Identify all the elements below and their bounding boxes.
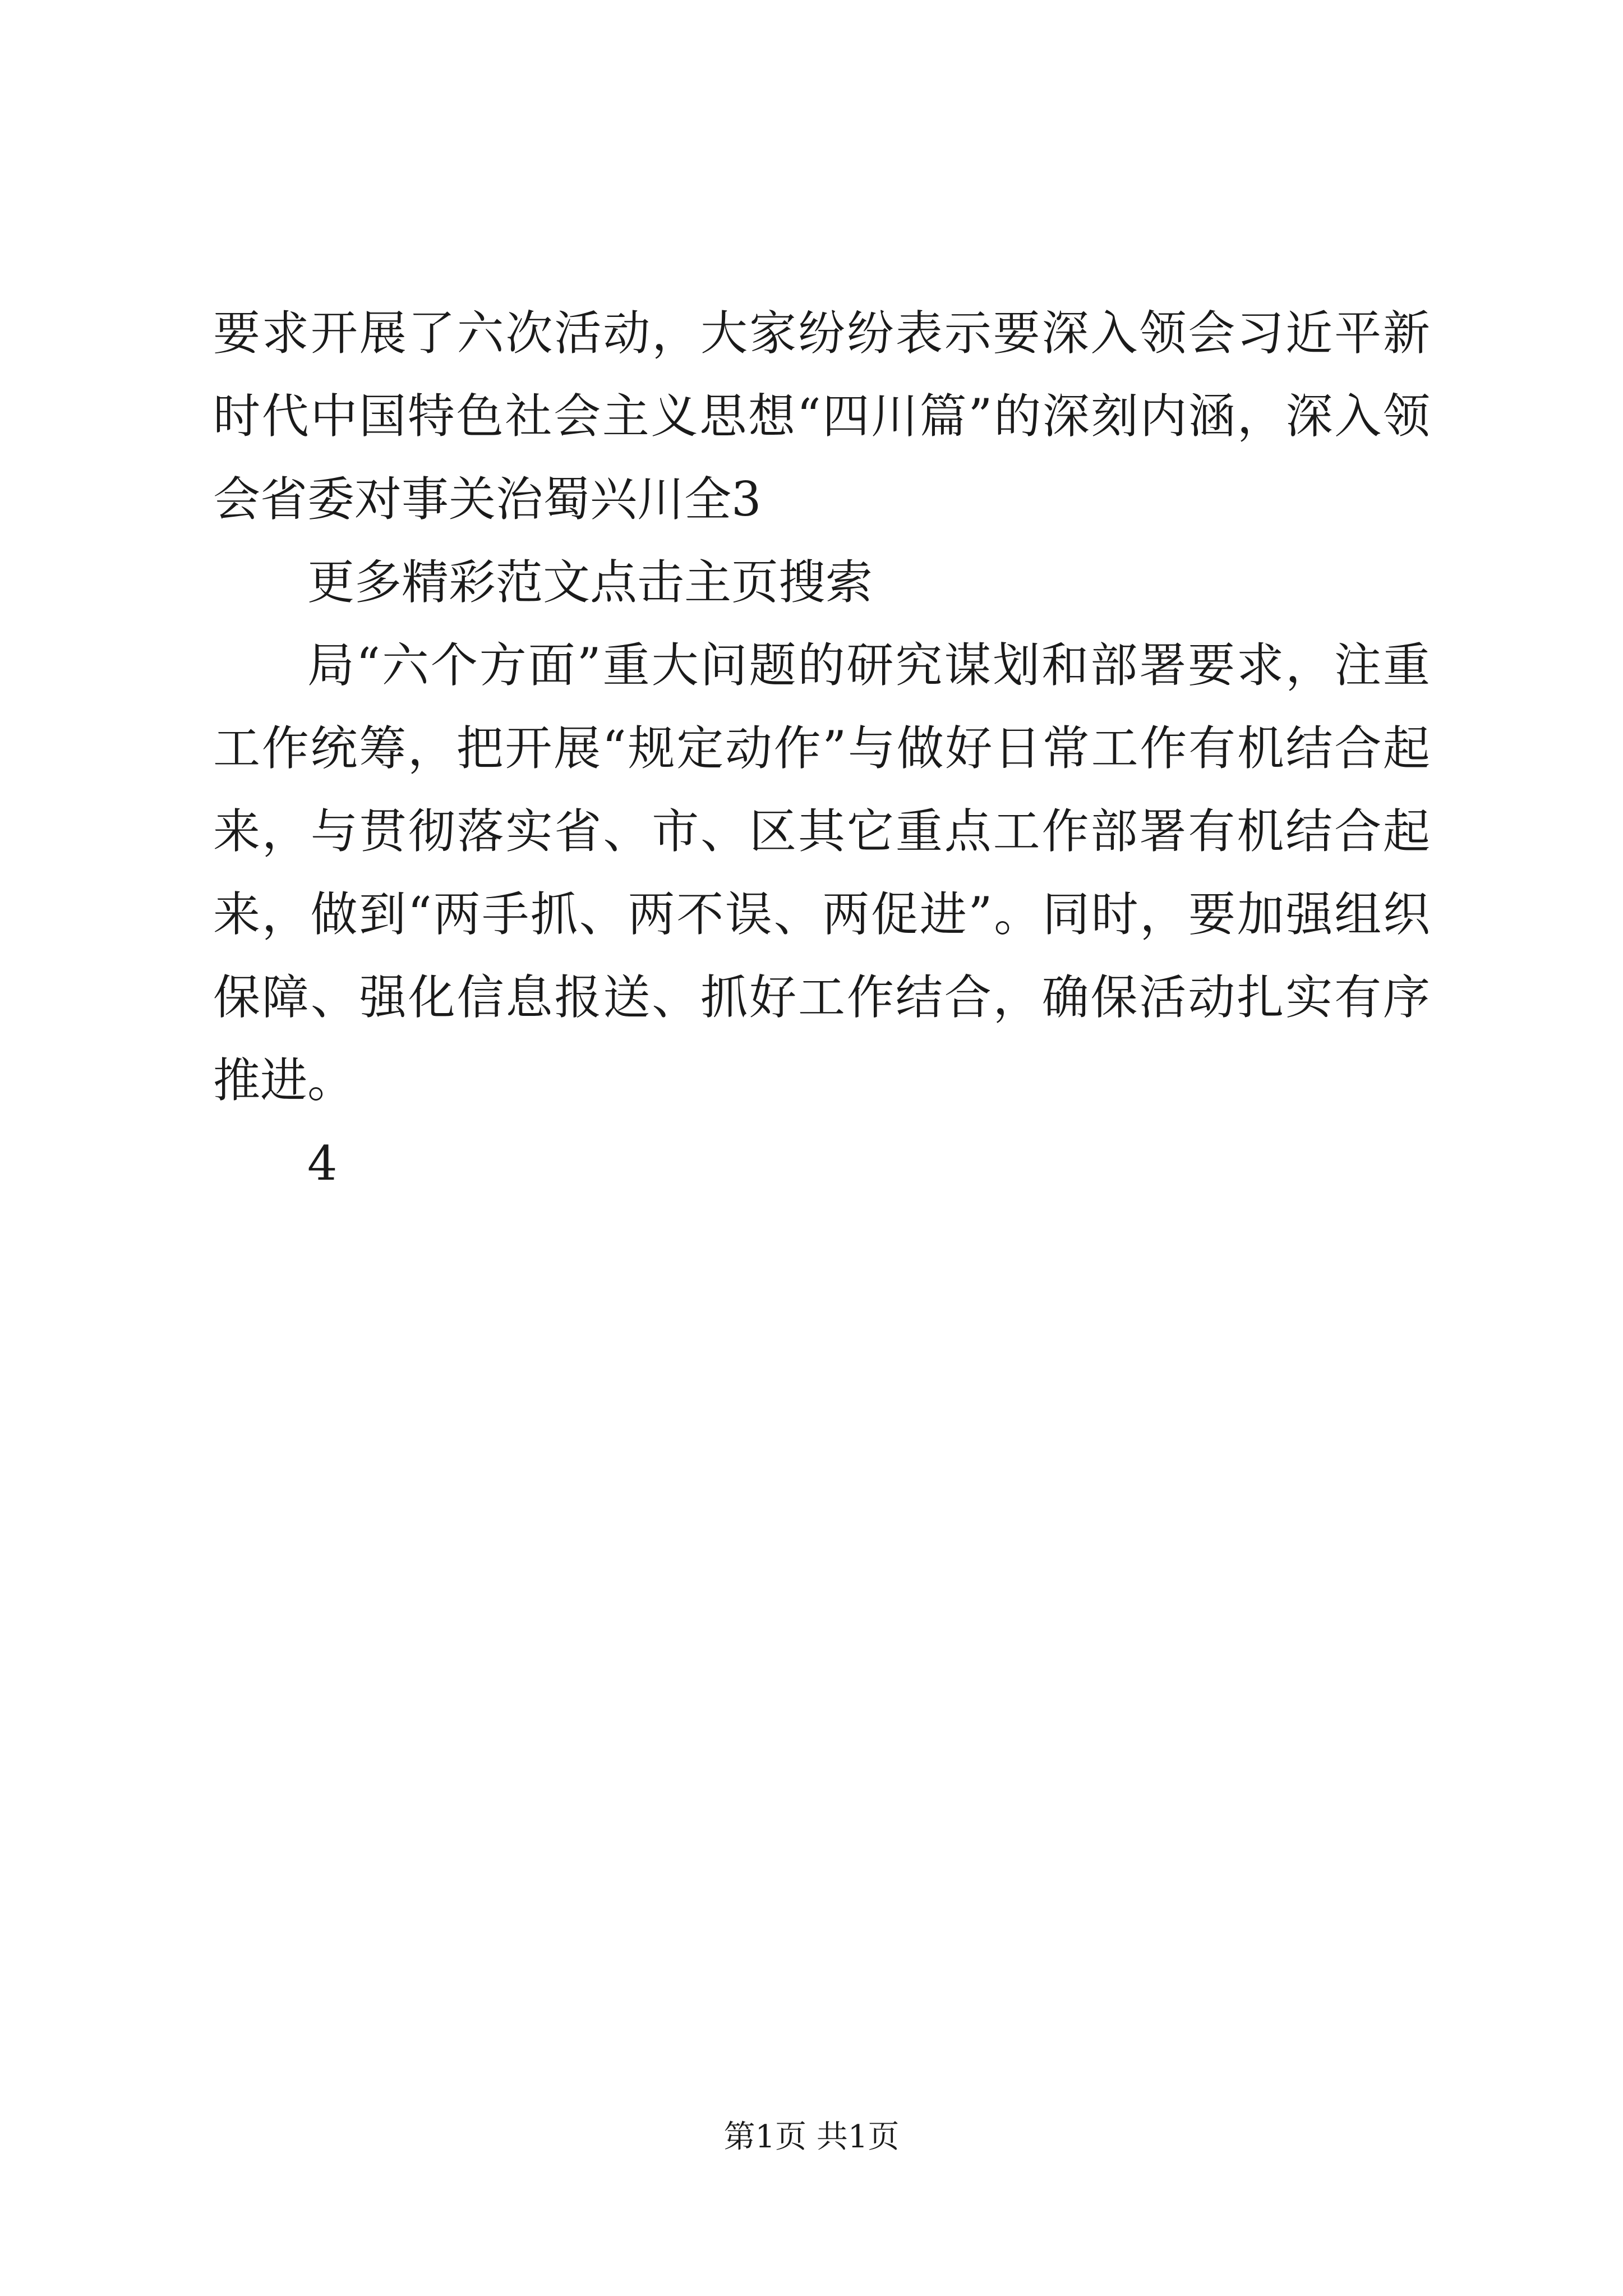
paragraph-4: 4 <box>307 1136 338 1191</box>
document-body <box>213 292 1430 1205</box>
page-footer: 第1页 共1页 <box>723 2119 900 2155</box>
paragraph-3: 局“六个方面”重大问题的研究谋划和部署要求，注重工作统筹，把开展“规定动作”与做好日常工作有机结合起来，与贯彻落实省、市、区其它重点工作部署有机结合起来，做到“两手抓、两不误、两促进”。同时，要加强组织保障、强化信息报送、抓好工作结合，确保活动扎实有序推进。 <box>213 638 1430 1108</box>
paragraph-2: 更多精彩范文点击主页搜索 <box>307 555 873 610</box>
paragraph-1: 要求开展了六次活动，大家纷纷表示要深入领会习近平新时代中国特色社会主义思想“四川篇”的深刻内涵，深入领会省委对事关治蜀兴川全3 <box>213 306 1430 527</box>
